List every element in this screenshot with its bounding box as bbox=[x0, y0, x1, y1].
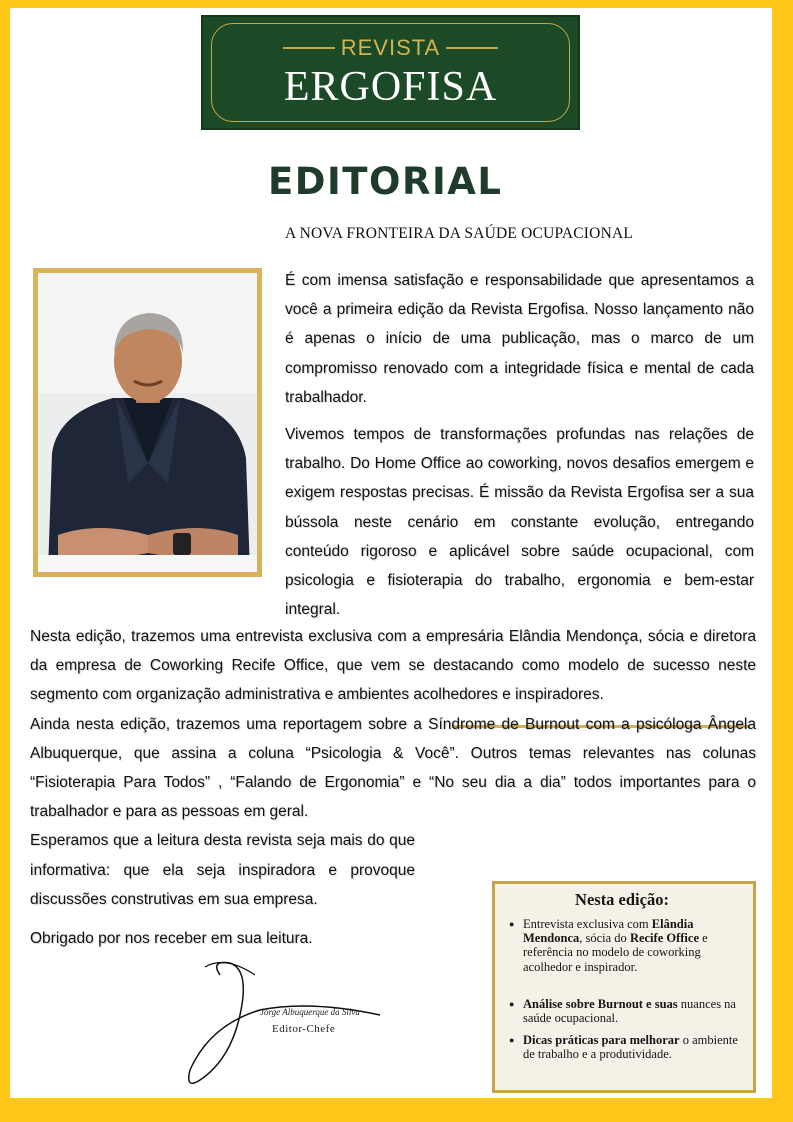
editor-photo bbox=[33, 268, 262, 577]
intro-text-column bbox=[285, 266, 754, 632]
body-paragraph: Esperamos que a leitura desta revista seja mais do que informativa: que ela seja inspiradora e provoque discussões construtivas em sua empresa. bbox=[30, 832, 415, 908]
signature-name: Jorge Albuquerque da Silva bbox=[260, 1007, 360, 1017]
in-this-issue-box bbox=[492, 881, 756, 1093]
thanks-text: Obrigado por nos receber em sua leitura. bbox=[30, 930, 313, 948]
list-item: ● Dicas práticas para melhorar o ambiente de trabalho e a produtividade. bbox=[523, 1033, 743, 1061]
logo-revista-text: REVISTA bbox=[340, 35, 441, 60]
body-paragraph: Nesta edição, trazemos uma entrevista exclusiva com a empresária Elândia Mendonça, sócia e diretora da empresa de Coworking Recife Office, que vem se destacando como modelo de sucesso neste segmento com organização administrativa e ambientes acolhedores e inspiradores. bbox=[30, 628, 756, 704]
list-item: ● Entrevista exclusiva com Elândia Mendonca, sócia do Recife Office e referência no modelo de coworking acolhedor e inspirador. bbox=[523, 917, 743, 974]
magazine-logo bbox=[201, 15, 580, 130]
logo-ergofisa-text: ERGOFISA bbox=[283, 64, 498, 110]
signature-role: Editor-Chefe bbox=[272, 1023, 336, 1035]
body-paragraph: Ainda nesta edição, trazemos uma reportagem sobre a Síndrome de Burnout com a psicóloga Ângela Albuquerque, que assina a coluna “Psicologia & Você”. Outros temas relevantes nas colunas “Fisioterapia Para Todos” , “Falando de Ergonomia” e “No seu dia a dia” todos importantes para o trabalhador e para as pessoas em geral. bbox=[30, 715, 756, 821]
editorial-subtitle: A NOVA FRONTEIRA DA SAÚDE OCUPACIONAL bbox=[285, 225, 634, 242]
intro-paragraph: Vivemos tempos de transformações profundas nas relações de trabalho. Do Home Office ao coworking, novos desafios emergem e exigem respostas precisas. É missão da Revista Ergofisa ser a sua bússola neste cenário em constante evolução, entregando conteúdo rigoroso e aplicável sobre saúde ocupacional, com psicologia e fisioterapia do trabalho, ergonomia e bem-estar integral. bbox=[285, 426, 754, 619]
intro-paragraph: É com imensa satisfação e responsabilidade que apresentamos a você a primeira edição da Revista Ergofisa. Nosso lançamento não é apenas o início de uma publicação, mas o marco de um compromisso renovado com a integridade física e mental de cada trabalhador. bbox=[285, 272, 754, 406]
sidebar-title: Nesta edição: bbox=[575, 890, 669, 909]
portrait-illustration bbox=[38, 273, 257, 572]
page-title: EDITORIAL bbox=[268, 160, 503, 203]
list-item: ● Análise sobre Burnout e suas nuances na saúde ocupacional. bbox=[523, 997, 743, 1025]
